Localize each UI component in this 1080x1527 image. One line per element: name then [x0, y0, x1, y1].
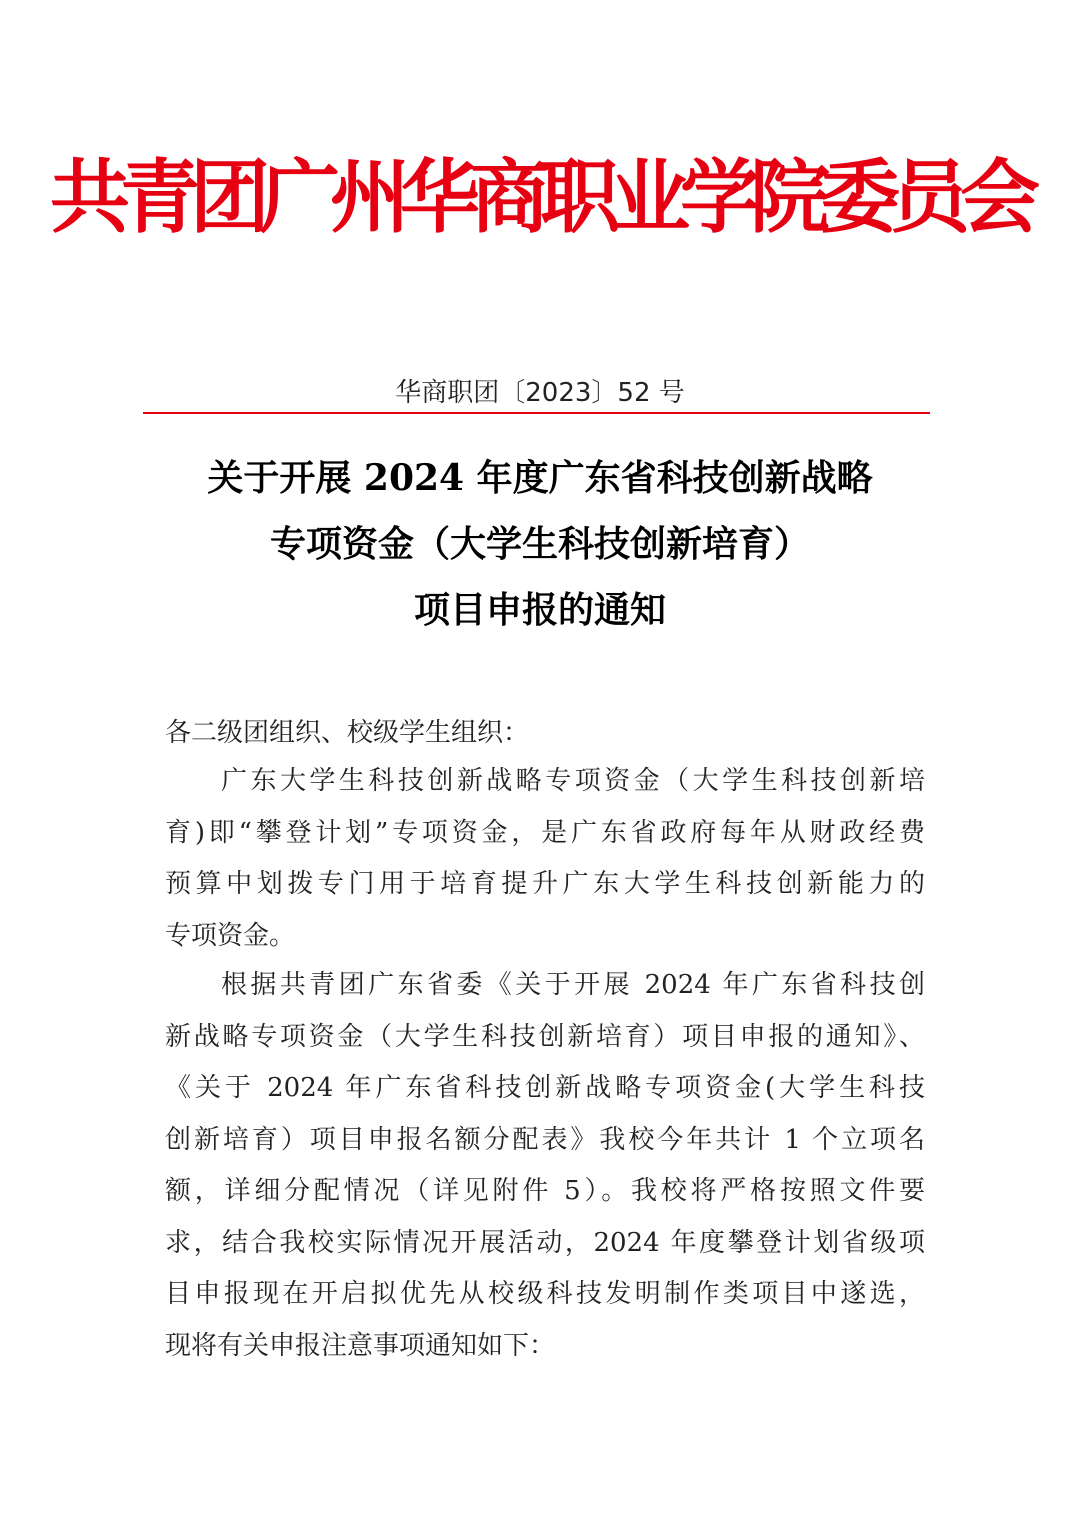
paragraph-line: 专项资金。: [165, 920, 296, 951]
masthead-org-name: 共青团广州华商职业学院委员会: [50, 151, 1030, 244]
document-number: 华商职团〔2023〕52 号: [395, 378, 685, 408]
paragraph-line: 预算中划拨专门用于培育提升广东大学生科技创新能力的: [165, 869, 925, 899]
paragraph-line: 根据共青团广东省委《关于开展 2024 年广东省科技创: [221, 970, 925, 1000]
paragraph-line: 《关于 2024 年广东省科技创新战略专项资金(大学生科技: [165, 1073, 925, 1103]
paragraph-line: 新战略专项资金（大学生科技创新培育）项目申报的通知》、: [165, 1021, 925, 1052]
paragraph-line: 求，结合我校实际情况开展活动，2024 年度攀登计划省级项: [165, 1227, 925, 1258]
paragraph-line: 额，详细分配情况（详见附件 5）。我校将严格按照文件要: [165, 1176, 925, 1206]
paragraph-line: 创新培育）项目申报名额分配表》我校今年共计 1 个立项名: [165, 1124, 925, 1155]
paragraph-line: 目申报现在开启拟优先从校级科技发明制作类项目中遂选，: [165, 1279, 925, 1309]
title-line-2: 专项资金（大学生科技创新培育）: [269, 523, 810, 565]
paragraph-line: 现将有关申报注意事项通知如下：: [165, 1330, 556, 1361]
title-line-3: 项目申报的通知: [413, 589, 666, 631]
title-line-1: 关于开展 2024 年度广东省科技创新战略: [207, 457, 873, 499]
paragraph-line: 育)即“攀登计划”专项资金，是广东省政府每年从财政经费: [165, 817, 925, 848]
paragraph-2: [165, 960, 925, 1372]
red-divider-line: [143, 412, 930, 414]
salutation: 各二级团组织、校级学生组织：: [165, 718, 530, 748]
paragraph-1: [165, 756, 925, 962]
paragraph-line: 广东大学生科技创新战略专项资金（大学生科技创新培: [221, 766, 925, 796]
